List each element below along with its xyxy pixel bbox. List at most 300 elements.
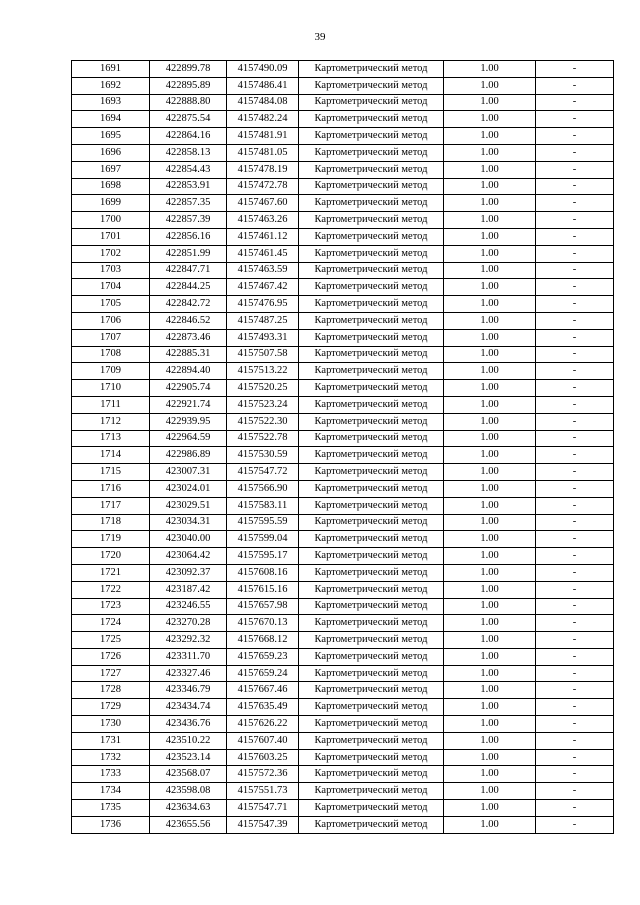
method-cell: Картометрический метод xyxy=(299,363,444,380)
point-number-cell: 1714 xyxy=(72,447,150,464)
y-coordinate-cell: 4157482.24 xyxy=(227,111,299,128)
y-coordinate-cell: 4157615.16 xyxy=(227,581,299,598)
x-coordinate-cell: 422905.74 xyxy=(150,380,227,397)
point-number-cell: 1731 xyxy=(72,732,150,749)
point-number-cell: 1709 xyxy=(72,363,150,380)
description-cell: - xyxy=(536,682,614,699)
accuracy-cell: 1.00 xyxy=(444,800,536,817)
table-row xyxy=(72,161,614,178)
description-cell: - xyxy=(536,296,614,313)
table-row xyxy=(72,413,614,430)
method-cell: Картометрический метод xyxy=(299,749,444,766)
description-cell: - xyxy=(536,144,614,161)
point-number-cell: 1720 xyxy=(72,548,150,565)
point-number-cell: 1693 xyxy=(72,94,150,111)
method-cell: Картометрический метод xyxy=(299,766,444,783)
description-cell: - xyxy=(536,716,614,733)
accuracy-cell: 1.00 xyxy=(444,94,536,111)
accuracy-cell: 1.00 xyxy=(444,632,536,649)
description-cell: - xyxy=(536,178,614,195)
y-coordinate-cell: 4157608.16 xyxy=(227,564,299,581)
x-coordinate-cell: 423092.37 xyxy=(150,564,227,581)
x-coordinate-cell: 423292.32 xyxy=(150,632,227,649)
y-coordinate-cell: 4157595.17 xyxy=(227,548,299,565)
description-cell: - xyxy=(536,816,614,833)
accuracy-cell: 1.00 xyxy=(444,816,536,833)
method-cell: Картометрический метод xyxy=(299,245,444,262)
point-number-cell: 1708 xyxy=(72,346,150,363)
y-coordinate-cell: 4157463.26 xyxy=(227,212,299,229)
accuracy-cell: 1.00 xyxy=(444,77,536,94)
point-number-cell: 1719 xyxy=(72,531,150,548)
x-coordinate-cell: 422844.25 xyxy=(150,279,227,296)
point-number-cell: 1730 xyxy=(72,716,150,733)
accuracy-cell: 1.00 xyxy=(444,548,536,565)
y-coordinate-cell: 4157486.41 xyxy=(227,77,299,94)
x-coordinate-cell: 422986.89 xyxy=(150,447,227,464)
x-coordinate-cell: 423024.01 xyxy=(150,480,227,497)
point-number-cell: 1692 xyxy=(72,77,150,94)
x-coordinate-cell: 422873.46 xyxy=(150,329,227,346)
page-number: 39 xyxy=(314,31,326,43)
accuracy-cell: 1.00 xyxy=(444,581,536,598)
x-coordinate-cell: 423568.07 xyxy=(150,766,227,783)
description-cell: - xyxy=(536,564,614,581)
description-cell: - xyxy=(536,447,614,464)
y-coordinate-cell: 4157603.25 xyxy=(227,749,299,766)
table-row xyxy=(72,262,614,279)
description-cell: - xyxy=(536,128,614,145)
method-cell: Картометрический метод xyxy=(299,531,444,548)
description-cell: - xyxy=(536,732,614,749)
y-coordinate-cell: 4157481.91 xyxy=(227,128,299,145)
description-cell: - xyxy=(536,228,614,245)
point-number-cell: 1732 xyxy=(72,749,150,766)
point-number-cell: 1701 xyxy=(72,228,150,245)
accuracy-cell: 1.00 xyxy=(444,766,536,783)
x-coordinate-cell: 422854.43 xyxy=(150,161,227,178)
y-coordinate-cell: 4157463.59 xyxy=(227,262,299,279)
y-coordinate-cell: 4157566.90 xyxy=(227,480,299,497)
x-coordinate-cell: 423327.46 xyxy=(150,665,227,682)
table-row xyxy=(72,632,614,649)
y-coordinate-cell: 4157493.31 xyxy=(227,329,299,346)
method-cell: Картометрический метод xyxy=(299,413,444,430)
accuracy-cell: 1.00 xyxy=(444,61,536,78)
method-cell: Картометрический метод xyxy=(299,195,444,212)
accuracy-cell: 1.00 xyxy=(444,245,536,262)
point-number-cell: 1696 xyxy=(72,144,150,161)
x-coordinate-cell: 423634.63 xyxy=(150,800,227,817)
table-row xyxy=(72,816,614,833)
point-number-cell: 1718 xyxy=(72,514,150,531)
y-coordinate-cell: 4157547.72 xyxy=(227,464,299,481)
accuracy-cell: 1.00 xyxy=(444,228,536,245)
table-row xyxy=(72,128,614,145)
x-coordinate-cell: 422853.91 xyxy=(150,178,227,195)
description-cell: - xyxy=(536,363,614,380)
point-number-cell: 1734 xyxy=(72,783,150,800)
description-cell: - xyxy=(536,581,614,598)
accuracy-cell: 1.00 xyxy=(444,716,536,733)
y-coordinate-cell: 4157659.23 xyxy=(227,648,299,665)
table-row xyxy=(72,716,614,733)
method-cell: Картометрический метод xyxy=(299,111,444,128)
y-coordinate-cell: 4157547.71 xyxy=(227,800,299,817)
x-coordinate-cell: 423064.42 xyxy=(150,548,227,565)
accuracy-cell: 1.00 xyxy=(444,212,536,229)
table-row xyxy=(72,480,614,497)
point-number-cell: 1733 xyxy=(72,766,150,783)
y-coordinate-cell: 4157572.36 xyxy=(227,766,299,783)
table-row xyxy=(72,732,614,749)
accuracy-cell: 1.00 xyxy=(444,514,536,531)
description-cell: - xyxy=(536,396,614,413)
y-coordinate-cell: 4157487.25 xyxy=(227,312,299,329)
accuracy-cell: 1.00 xyxy=(444,447,536,464)
x-coordinate-cell: 422864.16 xyxy=(150,128,227,145)
table-row xyxy=(72,363,614,380)
accuracy-cell: 1.00 xyxy=(444,396,536,413)
description-cell: - xyxy=(536,346,614,363)
accuracy-cell: 1.00 xyxy=(444,430,536,447)
method-cell: Картометрический метод xyxy=(299,312,444,329)
table-row xyxy=(72,447,614,464)
y-coordinate-cell: 4157478.19 xyxy=(227,161,299,178)
point-number-cell: 1716 xyxy=(72,480,150,497)
y-coordinate-cell: 4157484.08 xyxy=(227,94,299,111)
y-coordinate-cell: 4157520.25 xyxy=(227,380,299,397)
point-number-cell: 1705 xyxy=(72,296,150,313)
description-cell: - xyxy=(536,749,614,766)
description-cell: - xyxy=(536,279,614,296)
description-cell: - xyxy=(536,312,614,329)
point-number-cell: 1707 xyxy=(72,329,150,346)
point-number-cell: 1736 xyxy=(72,816,150,833)
x-coordinate-cell: 422895.89 xyxy=(150,77,227,94)
accuracy-cell: 1.00 xyxy=(444,531,536,548)
table-row xyxy=(72,648,614,665)
accuracy-cell: 1.00 xyxy=(444,665,536,682)
accuracy-cell: 1.00 xyxy=(444,598,536,615)
table-row xyxy=(72,581,614,598)
description-cell: - xyxy=(536,514,614,531)
table-row xyxy=(72,61,614,78)
point-number-cell: 1702 xyxy=(72,245,150,262)
x-coordinate-cell: 422851.99 xyxy=(150,245,227,262)
method-cell: Картометрический метод xyxy=(299,716,444,733)
point-number-cell: 1710 xyxy=(72,380,150,397)
accuracy-cell: 1.00 xyxy=(444,178,536,195)
point-number-cell: 1725 xyxy=(72,632,150,649)
method-cell: Картометрический метод xyxy=(299,430,444,447)
y-coordinate-cell: 4157467.42 xyxy=(227,279,299,296)
method-cell: Картометрический метод xyxy=(299,665,444,682)
method-cell: Картометрический метод xyxy=(299,497,444,514)
x-coordinate-cell: 423029.51 xyxy=(150,497,227,514)
table-row xyxy=(72,531,614,548)
description-cell: - xyxy=(536,77,614,94)
method-cell: Картометрический метод xyxy=(299,396,444,413)
method-cell: Картометрический метод xyxy=(299,783,444,800)
table-row xyxy=(72,564,614,581)
table-row xyxy=(72,329,614,346)
accuracy-cell: 1.00 xyxy=(444,564,536,581)
method-cell: Картометрический метод xyxy=(299,161,444,178)
method-cell: Картометрический метод xyxy=(299,480,444,497)
accuracy-cell: 1.00 xyxy=(444,144,536,161)
description-cell: - xyxy=(536,548,614,565)
y-coordinate-cell: 4157626.22 xyxy=(227,716,299,733)
method-cell: Картометрический метод xyxy=(299,632,444,649)
point-number-cell: 1699 xyxy=(72,195,150,212)
table-row xyxy=(72,279,614,296)
method-cell: Картометрический метод xyxy=(299,732,444,749)
table-row xyxy=(72,212,614,229)
method-cell: Картометрический метод xyxy=(299,548,444,565)
table-row xyxy=(72,312,614,329)
point-number-cell: 1728 xyxy=(72,682,150,699)
point-number-cell: 1697 xyxy=(72,161,150,178)
description-cell: - xyxy=(536,111,614,128)
table-row xyxy=(72,682,614,699)
accuracy-cell: 1.00 xyxy=(444,497,536,514)
y-coordinate-cell: 4157547.39 xyxy=(227,816,299,833)
table-row xyxy=(72,766,614,783)
y-coordinate-cell: 4157530.59 xyxy=(227,447,299,464)
method-cell: Картометрический метод xyxy=(299,699,444,716)
y-coordinate-cell: 4157670.13 xyxy=(227,615,299,632)
x-coordinate-cell: 423040.00 xyxy=(150,531,227,548)
description-cell: - xyxy=(536,413,614,430)
accuracy-cell: 1.00 xyxy=(444,279,536,296)
point-number-cell: 1715 xyxy=(72,464,150,481)
table-row xyxy=(72,699,614,716)
table-row xyxy=(72,598,614,615)
y-coordinate-cell: 4157476.95 xyxy=(227,296,299,313)
description-cell: - xyxy=(536,699,614,716)
y-coordinate-cell: 4157472.78 xyxy=(227,178,299,195)
accuracy-cell: 1.00 xyxy=(444,380,536,397)
y-coordinate-cell: 4157522.30 xyxy=(227,413,299,430)
method-cell: Картометрический метод xyxy=(299,346,444,363)
method-cell: Картометрический метод xyxy=(299,144,444,161)
table-row xyxy=(72,245,614,262)
x-coordinate-cell: 423346.79 xyxy=(150,682,227,699)
table-row xyxy=(72,346,614,363)
table-row xyxy=(72,228,614,245)
table-row xyxy=(72,615,614,632)
x-coordinate-cell: 422894.40 xyxy=(150,363,227,380)
y-coordinate-cell: 4157461.45 xyxy=(227,245,299,262)
description-cell: - xyxy=(536,262,614,279)
x-coordinate-cell: 422846.52 xyxy=(150,312,227,329)
x-coordinate-cell: 423034.31 xyxy=(150,514,227,531)
point-number-cell: 1724 xyxy=(72,615,150,632)
x-coordinate-cell: 423270.28 xyxy=(150,615,227,632)
table-body xyxy=(72,61,614,834)
y-coordinate-cell: 4157467.60 xyxy=(227,195,299,212)
point-number-cell: 1722 xyxy=(72,581,150,598)
description-cell: - xyxy=(536,464,614,481)
method-cell: Картометрический метод xyxy=(299,128,444,145)
accuracy-cell: 1.00 xyxy=(444,749,536,766)
table-row xyxy=(72,396,614,413)
point-number-cell: 1726 xyxy=(72,648,150,665)
method-cell: Картометрический метод xyxy=(299,598,444,615)
method-cell: Картометрический метод xyxy=(299,212,444,229)
point-number-cell: 1727 xyxy=(72,665,150,682)
description-cell: - xyxy=(536,430,614,447)
accuracy-cell: 1.00 xyxy=(444,732,536,749)
accuracy-cell: 1.00 xyxy=(444,413,536,430)
point-number-cell: 1721 xyxy=(72,564,150,581)
method-cell: Картометрический метод xyxy=(299,61,444,78)
y-coordinate-cell: 4157583.11 xyxy=(227,497,299,514)
accuracy-cell: 1.00 xyxy=(444,648,536,665)
x-coordinate-cell: 422842.72 xyxy=(150,296,227,313)
x-coordinate-cell: 423655.56 xyxy=(150,816,227,833)
table-row xyxy=(72,94,614,111)
point-number-cell: 1723 xyxy=(72,598,150,615)
method-cell: Картометрический метод xyxy=(299,380,444,397)
x-coordinate-cell: 423436.76 xyxy=(150,716,227,733)
method-cell: Картометрический метод xyxy=(299,816,444,833)
y-coordinate-cell: 4157513.22 xyxy=(227,363,299,380)
method-cell: Картометрический метод xyxy=(299,262,444,279)
point-number-cell: 1713 xyxy=(72,430,150,447)
y-coordinate-cell: 4157507.58 xyxy=(227,346,299,363)
method-cell: Картометрический метод xyxy=(299,648,444,665)
description-cell: - xyxy=(536,632,614,649)
x-coordinate-cell: 423598.08 xyxy=(150,783,227,800)
point-number-cell: 1711 xyxy=(72,396,150,413)
description-cell: - xyxy=(536,380,614,397)
method-cell: Картометрический метод xyxy=(299,178,444,195)
y-coordinate-cell: 4157522.78 xyxy=(227,430,299,447)
description-cell: - xyxy=(536,212,614,229)
x-coordinate-cell: 422899.78 xyxy=(150,61,227,78)
description-cell: - xyxy=(536,648,614,665)
table-row xyxy=(72,77,614,94)
coordinates-table xyxy=(71,60,614,834)
description-cell: - xyxy=(536,800,614,817)
x-coordinate-cell: 423246.55 xyxy=(150,598,227,615)
point-number-cell: 1700 xyxy=(72,212,150,229)
description-cell: - xyxy=(536,61,614,78)
method-cell: Картометрический метод xyxy=(299,564,444,581)
x-coordinate-cell: 422888.80 xyxy=(150,94,227,111)
point-number-cell: 1729 xyxy=(72,699,150,716)
point-number-cell: 1694 xyxy=(72,111,150,128)
method-cell: Картометрический метод xyxy=(299,514,444,531)
point-number-cell: 1717 xyxy=(72,497,150,514)
method-cell: Картометрический метод xyxy=(299,329,444,346)
y-coordinate-cell: 4157490.09 xyxy=(227,61,299,78)
method-cell: Картометрический метод xyxy=(299,800,444,817)
y-coordinate-cell: 4157481.05 xyxy=(227,144,299,161)
table-row xyxy=(72,144,614,161)
description-cell: - xyxy=(536,766,614,783)
point-number-cell: 1704 xyxy=(72,279,150,296)
table-row xyxy=(72,548,614,565)
x-coordinate-cell: 422921.74 xyxy=(150,396,227,413)
method-cell: Картометрический метод xyxy=(299,682,444,699)
y-coordinate-cell: 4157461.12 xyxy=(227,228,299,245)
accuracy-cell: 1.00 xyxy=(444,464,536,481)
accuracy-cell: 1.00 xyxy=(444,195,536,212)
accuracy-cell: 1.00 xyxy=(444,363,536,380)
y-coordinate-cell: 4157635.49 xyxy=(227,699,299,716)
x-coordinate-cell: 423187.42 xyxy=(150,581,227,598)
point-number-cell: 1735 xyxy=(72,800,150,817)
method-cell: Картометрический метод xyxy=(299,228,444,245)
y-coordinate-cell: 4157599.04 xyxy=(227,531,299,548)
y-coordinate-cell: 4157551.73 xyxy=(227,783,299,800)
description-cell: - xyxy=(536,245,614,262)
method-cell: Картометрический метод xyxy=(299,296,444,313)
y-coordinate-cell: 4157595.59 xyxy=(227,514,299,531)
description-cell: - xyxy=(536,329,614,346)
y-coordinate-cell: 4157667.46 xyxy=(227,682,299,699)
table-row xyxy=(72,464,614,481)
y-coordinate-cell: 4157657.98 xyxy=(227,598,299,615)
y-coordinate-cell: 4157668.12 xyxy=(227,632,299,649)
x-coordinate-cell: 422885.31 xyxy=(150,346,227,363)
method-cell: Картометрический метод xyxy=(299,615,444,632)
x-coordinate-cell: 423523.14 xyxy=(150,749,227,766)
accuracy-cell: 1.00 xyxy=(444,329,536,346)
table-row xyxy=(72,195,614,212)
description-cell: - xyxy=(536,783,614,800)
y-coordinate-cell: 4157659.24 xyxy=(227,665,299,682)
description-cell: - xyxy=(536,94,614,111)
method-cell: Картометрический метод xyxy=(299,279,444,296)
point-number-cell: 1703 xyxy=(72,262,150,279)
x-coordinate-cell: 422857.35 xyxy=(150,195,227,212)
description-cell: - xyxy=(536,615,614,632)
method-cell: Картометрический метод xyxy=(299,464,444,481)
description-cell: - xyxy=(536,480,614,497)
method-cell: Картометрический метод xyxy=(299,447,444,464)
x-coordinate-cell: 423007.31 xyxy=(150,464,227,481)
description-cell: - xyxy=(536,531,614,548)
accuracy-cell: 1.00 xyxy=(444,699,536,716)
table-row xyxy=(72,514,614,531)
table-row xyxy=(72,111,614,128)
x-coordinate-cell: 422964.59 xyxy=(150,430,227,447)
accuracy-cell: 1.00 xyxy=(444,262,536,279)
x-coordinate-cell: 423510.22 xyxy=(150,732,227,749)
method-cell: Картометрический метод xyxy=(299,77,444,94)
table-row xyxy=(72,749,614,766)
description-cell: - xyxy=(536,195,614,212)
table-row xyxy=(72,380,614,397)
table-row xyxy=(72,296,614,313)
accuracy-cell: 1.00 xyxy=(444,296,536,313)
description-cell: - xyxy=(536,598,614,615)
point-number-cell: 1691 xyxy=(72,61,150,78)
x-coordinate-cell: 422847.71 xyxy=(150,262,227,279)
description-cell: - xyxy=(536,161,614,178)
accuracy-cell: 1.00 xyxy=(444,480,536,497)
method-cell: Картометрический метод xyxy=(299,581,444,598)
table-row xyxy=(72,497,614,514)
x-coordinate-cell: 422856.16 xyxy=(150,228,227,245)
x-coordinate-cell: 422939.95 xyxy=(150,413,227,430)
table-row xyxy=(72,665,614,682)
table-row xyxy=(72,178,614,195)
